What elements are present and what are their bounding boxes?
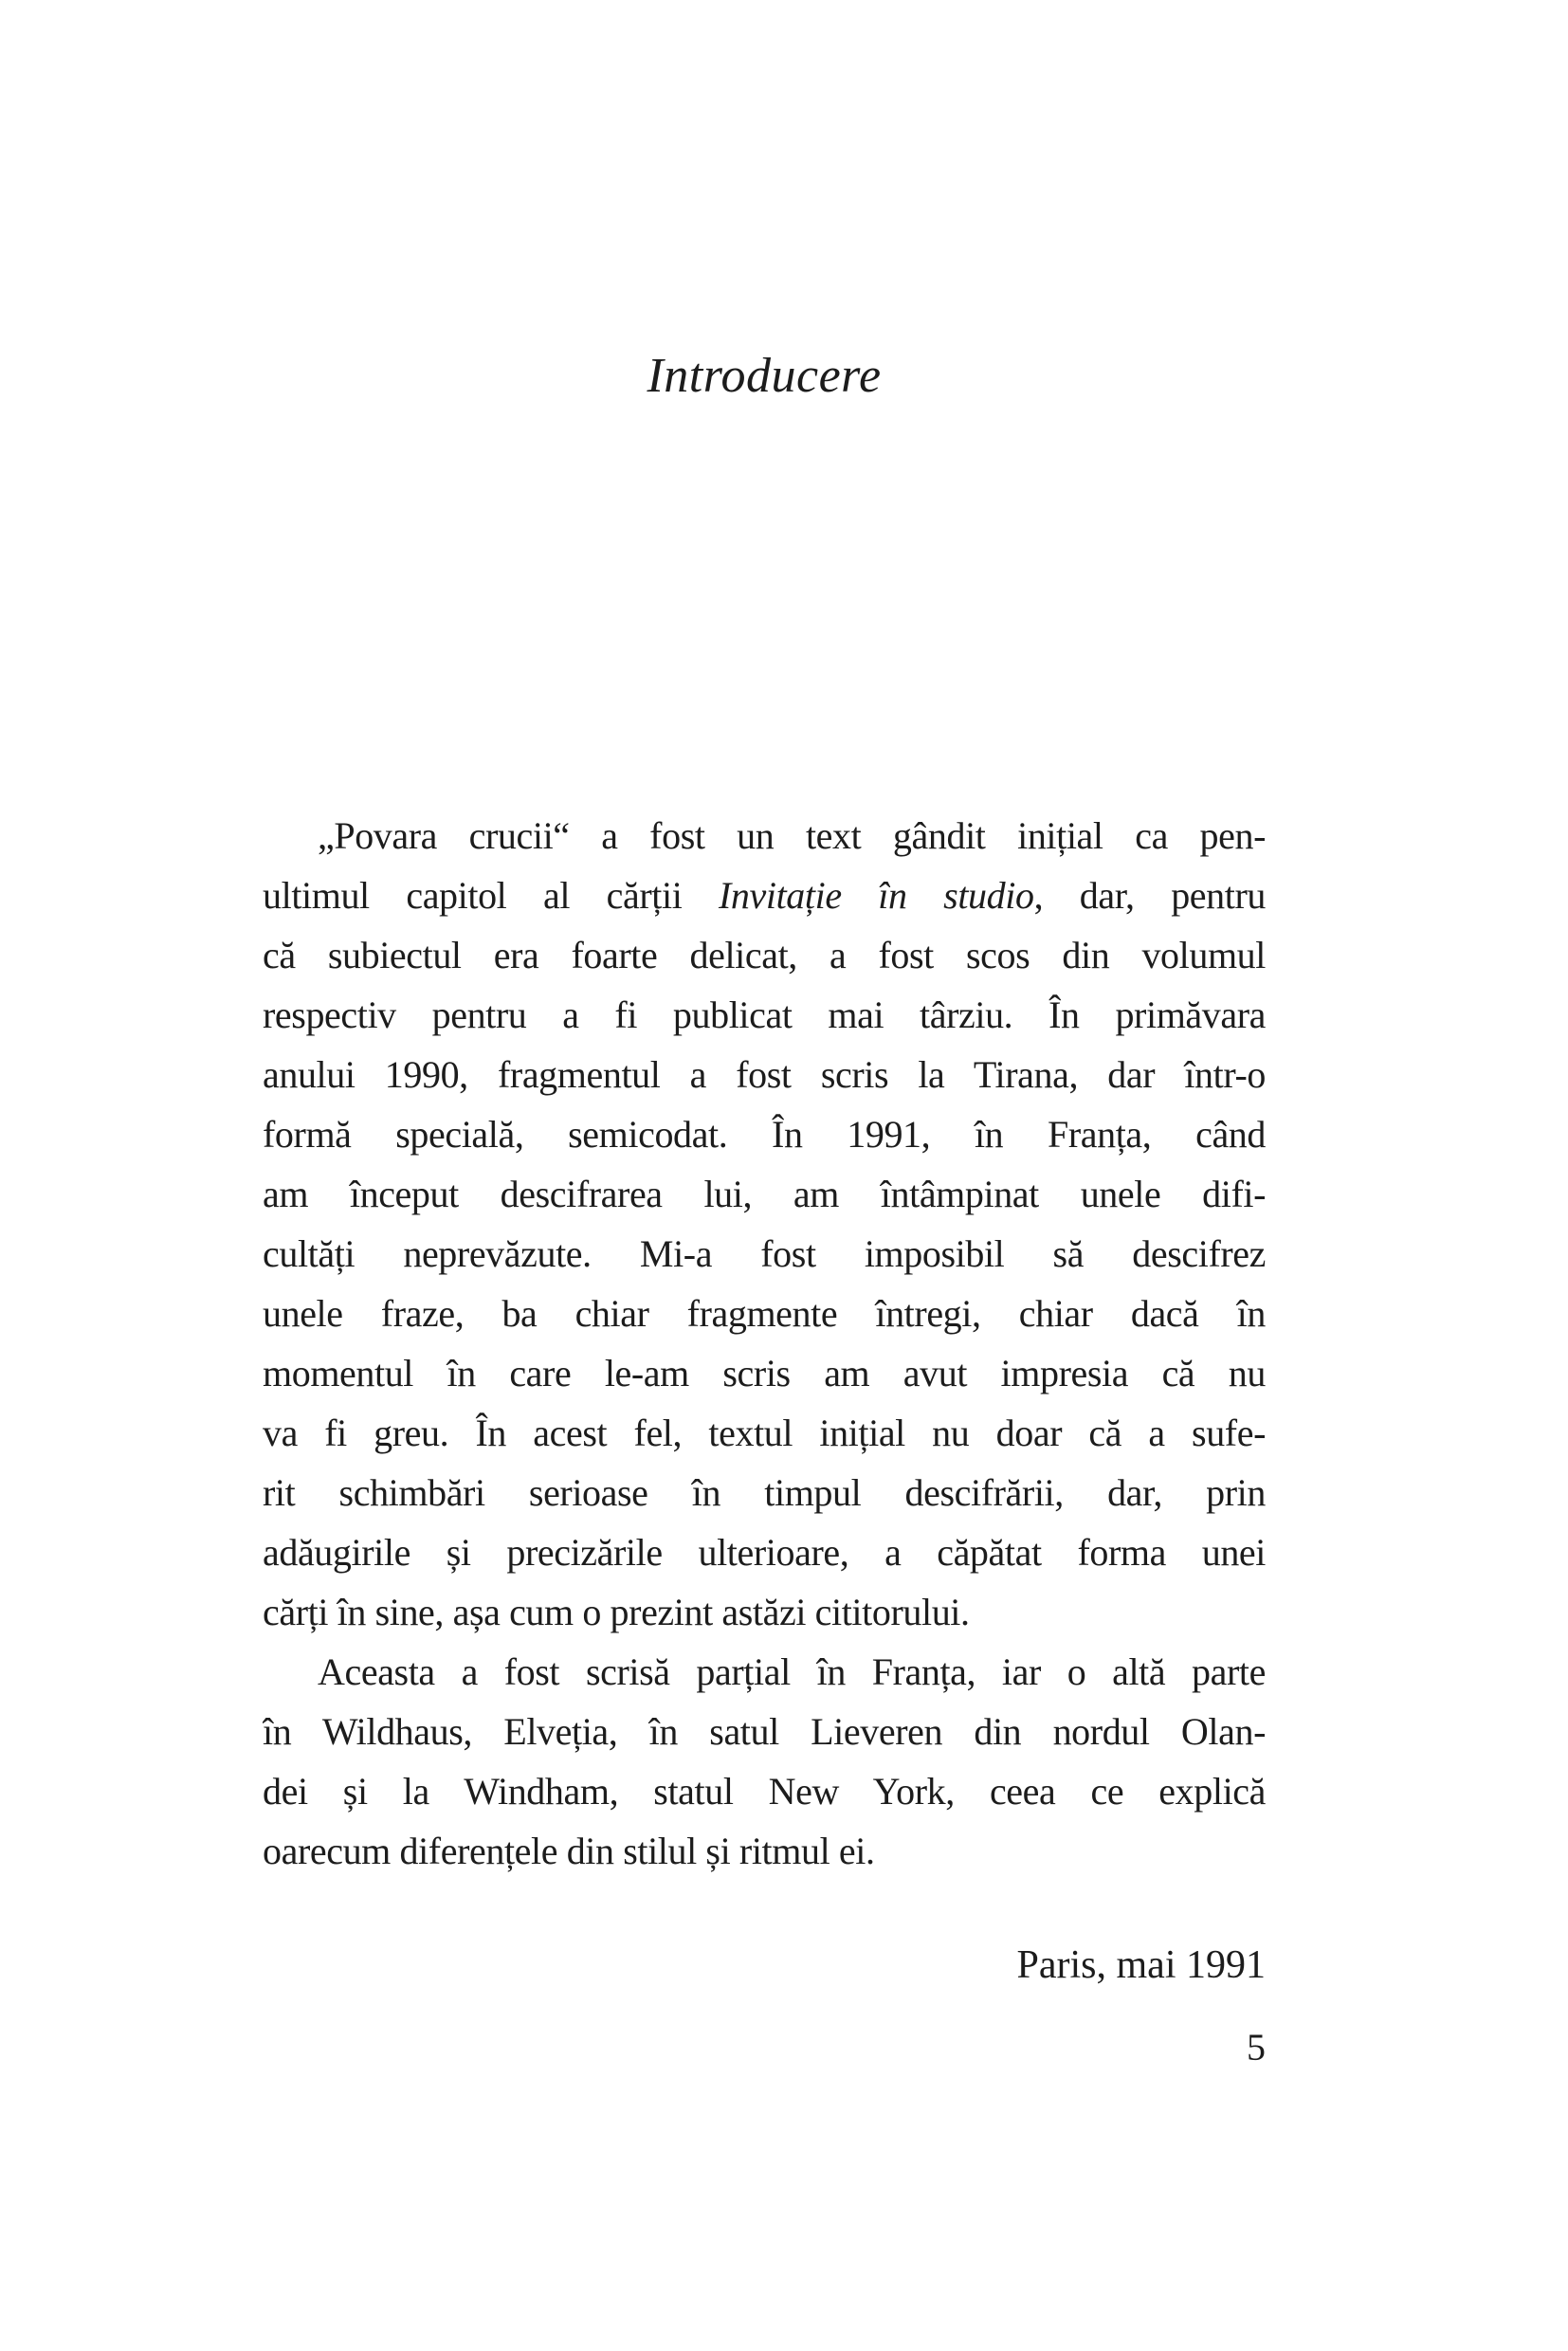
dateline: Paris, mai 1991: [1016, 1943, 1266, 1987]
text-segment: formă specială, semicodat. În 1991, în Franța, când: [263, 1113, 1266, 1156]
text-segment: va fi greu. În acest fel, textul inițial nu doar că a sufe-: [263, 1412, 1266, 1454]
paragraph: [263, 1642, 1266, 1881]
text-line: [263, 1284, 1266, 1343]
text-line: [263, 1164, 1266, 1224]
text-line: [263, 1642, 1266, 1702]
page-title: Introducere: [647, 349, 882, 403]
paragraph: [263, 806, 1266, 1642]
text-segment: respectiv pentru a fi publicat mai târziu. În primăvara: [263, 993, 1266, 1036]
text-line: [263, 1104, 1266, 1164]
text-segment: cultăți neprevăzute. Mi-a fost imposibil să descifrez: [263, 1232, 1266, 1275]
page-number: 5: [1247, 2026, 1266, 2069]
text-segment: unele fraze, ba chiar fragmente întregi, chiar dacă în: [263, 1292, 1266, 1335]
text-segment: rit schimbări serioase în timpul descifrării, dar, prin: [263, 1471, 1266, 1514]
text-line: [263, 1463, 1266, 1522]
text-segment: ultimul capitol al cărții: [263, 874, 719, 917]
text-line: [263, 1761, 1266, 1821]
text-segment: dei și la Windham, statul New York, ceea ce explică: [263, 1770, 1266, 1813]
text-segment: Aceasta a fost scrisă parțial în Franța, iar o altă parte: [318, 1650, 1266, 1693]
italic-book-title: Invitație în studio: [719, 874, 1034, 917]
text-line: [263, 1821, 1266, 1881]
text-line: [263, 1702, 1266, 1761]
text-segment: adăugirile și precizările ulterioare, a căpătat forma unei: [263, 1531, 1266, 1574]
text-line: [263, 806, 1266, 866]
text-line: [263, 1224, 1266, 1284]
text-line: [263, 1403, 1266, 1463]
text-line: [263, 1522, 1266, 1582]
text-segment: , dar, pentru: [1033, 874, 1266, 917]
text-segment: anului 1990, fragmentul a fost scris la Tirana, dar într-o: [263, 1053, 1266, 1096]
body-text: [263, 806, 1266, 1881]
text-line: [263, 866, 1266, 925]
text-segment: oarecum diferențele din stilul și ritmul ei.: [263, 1830, 875, 1872]
text-line: [263, 1343, 1266, 1403]
text-line: [263, 1045, 1266, 1104]
text-segment: în Wildhaus, Elveția, în satul Lieveren din nordul Olan-: [263, 1710, 1266, 1753]
text-line: [263, 985, 1266, 1045]
text-segment: cărți în sine, așa cum o prezint astăzi cititorului.: [263, 1591, 970, 1633]
text-line: [263, 925, 1266, 985]
text-line: [263, 1582, 1266, 1642]
text-segment: momentul în care le-am scris am avut impresia că nu: [263, 1352, 1266, 1394]
text-segment: „Povara crucii“ a fost un text gândit inițial ca pen-: [318, 814, 1266, 857]
text-segment: că subiectul era foarte delicat, a fost scos din volumul: [263, 934, 1266, 976]
text-segment: am început descifrarea lui, am întâmpinat unele difi-: [263, 1173, 1266, 1215]
